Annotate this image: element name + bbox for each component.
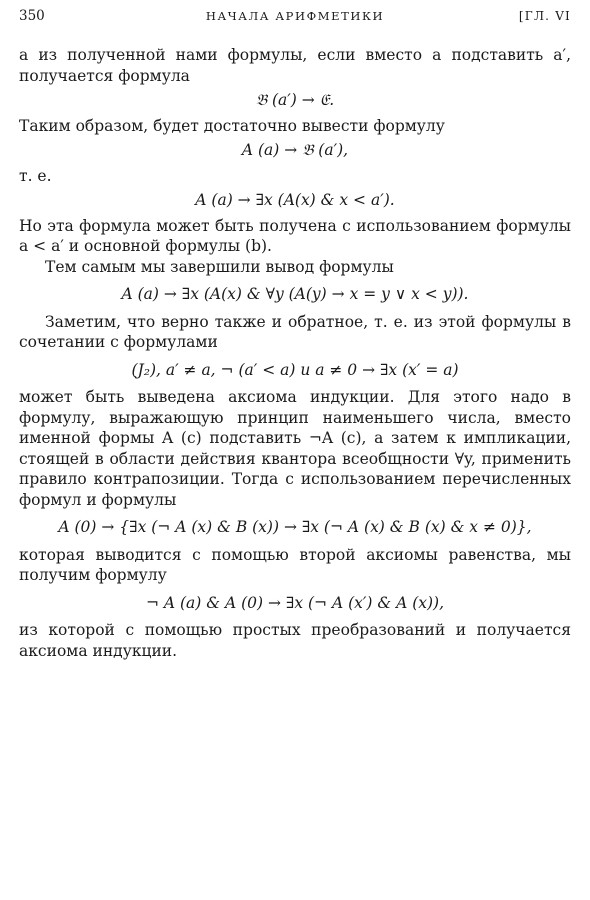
paragraph-2: Таким образом, будет достаточно вывести формулу	[19, 116, 445, 135]
book-page	[19, 8, 571, 661]
paragraph-4: Но эта формула может быть получена с использованием формулы a < a′ и основной формулы (b).	[19, 216, 571, 255]
paragraph-8: которая выводится с помощью второй аксиомы равенства, мы получим формулу	[19, 545, 571, 584]
paragraph-3: т. е.	[19, 166, 52, 185]
paragraph-7: может быть выведена аксиома индукции. Для этого надо в формулу, выражающую принцип наименьшего числа, вместо именной формы A (c) подставить ¬A (c), а затем к импликации, стоящей в области действия квантора всеобщности ∀y, применить правило контрапозиции. Тогда с использованием перечисленных формул и формулы	[19, 388, 571, 509]
paragraph-1: а из полученной нами формулы, если вместо a подставить a′, получается формула	[19, 46, 571, 85]
formula-5: (J₂), a′ ≠ a, ¬ (a′ < a) и a ≠ 0 → ∃x (x′ = a)	[131, 360, 459, 379]
formula-2: A (a) → 𝔅 (a′),	[241, 141, 349, 159]
running-title: НАЧАЛА АРИФМЕТИКИ	[205, 9, 385, 23]
chapter-marker: [ГЛ. VI	[518, 9, 571, 23]
page-header	[19, 8, 571, 28]
formula-6: A (0) → {∃x (¬ A (x) & B (x)) → ∃x (¬ A (x) & B (x) & x ≠ 0)},	[58, 518, 532, 536]
formula-4: A (a) → ∃x (A(x) & ∀y (A(y) → x = y ∨ x < y)).	[121, 285, 469, 303]
formula-3: A (a) → ∃x (A(x) & x < a′).	[195, 191, 395, 209]
paragraph-9: из которой с помощью простых преобразований и получается аксиома индукции.	[19, 621, 571, 660]
paragraph-5: Тем самым мы завершили вывод формулы	[45, 257, 394, 276]
page-number: 350	[19, 8, 45, 24]
formula-1: 𝔅 (a′) → 𝔈.	[255, 91, 335, 109]
formula-7: ¬ A (a) & A (0) → ∃x (¬ A (x′) & A (x)),	[145, 593, 445, 612]
page-body	[19, 45, 571, 661]
paragraph-6: Заметим, что верно также и обратное, т. е. из этой формулы в сочетании с формулами	[19, 312, 571, 351]
